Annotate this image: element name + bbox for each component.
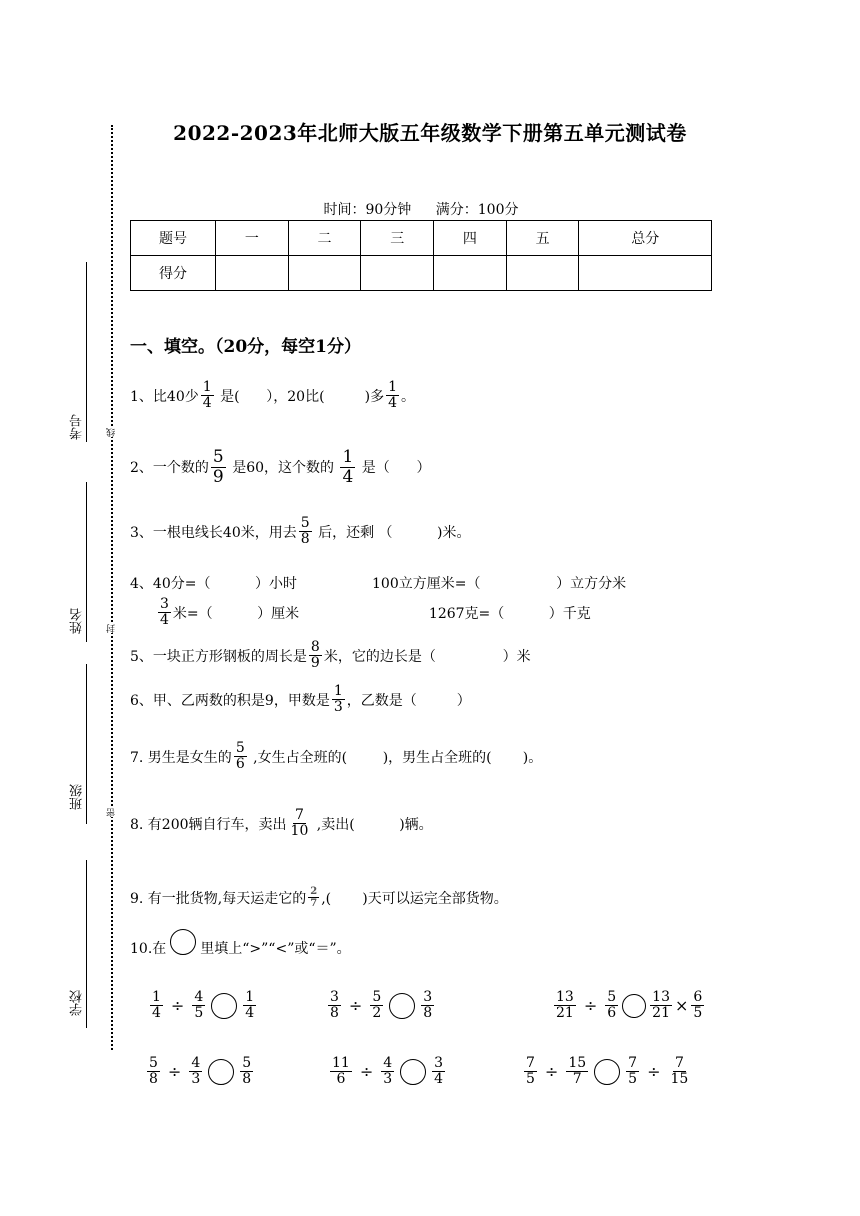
fraction: $\frac{4}{3}$ (191, 1055, 201, 1088)
score-cell[interactable] (434, 256, 507, 291)
q9-text-a: 9. 有一批货物,每天运走它的 (130, 890, 307, 907)
score-info: 满分：100分 (435, 202, 519, 218)
compare-expression (326, 990, 436, 1022)
fraction: $\frac{11}{6}$ (332, 1055, 350, 1088)
table-score-row (131, 256, 712, 291)
fraction: $\frac{1}{4}$ (152, 989, 161, 1022)
fraction: $\frac{13}{21}$ (556, 989, 574, 1022)
q2-text-c: 是（ ） (357, 460, 431, 477)
time-info: 时间：90分钟 (323, 202, 412, 218)
q4-text-d: 1267克=（ ）千克 (428, 605, 591, 622)
score-cell[interactable] (288, 256, 361, 291)
table-header-cell: 五 (506, 221, 579, 256)
question-8 (130, 808, 433, 840)
question-10 (130, 938, 351, 958)
xingming-label: 姓名 (70, 608, 85, 634)
fraction: $\frac{1}{4}$ (245, 989, 255, 1022)
fraction: $\frac{1}{3}$ (333, 683, 343, 716)
compare-circle[interactable] (622, 994, 646, 1018)
q1-text-a: 1、比40少 (130, 388, 199, 405)
q9-text-b: ,( )天可以运完全部货物。 (321, 890, 508, 907)
operator: ÷ (583, 996, 598, 1016)
question-5 (130, 640, 531, 672)
q1-text-b: 是( (215, 388, 240, 405)
question-1 (130, 380, 415, 412)
q7-text-a: 7. 男生是女生的 (130, 749, 232, 766)
q4-text-b: 100立方厘米=（ ）立方分米 (372, 576, 627, 592)
cut-mark-feng: 封 (107, 624, 117, 633)
question-4-line-2 (156, 597, 591, 629)
operator: ÷ (167, 1062, 182, 1082)
q3-text-b: 后，还剩 （ )米。 (313, 524, 471, 541)
kaohao-label: 考号 (70, 414, 85, 440)
fraction: $\frac{3}{4}$ (434, 1055, 444, 1088)
table-header-cell: 四 (434, 221, 507, 256)
fraction: $\frac{2}{7}$ (310, 886, 318, 909)
table-header-cell: 总分 (579, 221, 712, 256)
q6-text-a: 6、甲、乙两数的积是9，甲数是 (130, 692, 330, 709)
fraction: $\frac{1}{4}$ (342, 447, 354, 487)
fraction: $\frac{1}{4}$ (388, 379, 397, 412)
operator: ÷ (544, 1062, 559, 1082)
question-9 (130, 886, 508, 909)
fraction: $\frac{5}{8}$ (300, 515, 310, 548)
cut-mark-xian: 线 (107, 428, 117, 437)
score-cell[interactable] (506, 256, 579, 291)
fraction: $\frac{5}{8}$ (149, 1055, 158, 1088)
question-2 (130, 448, 430, 486)
operator: ÷ (170, 996, 185, 1016)
compare-expression (522, 1056, 692, 1088)
q5-text-a: 5、一块正方形钢板的周长是 (130, 648, 307, 665)
question-6 (130, 684, 471, 716)
fraction: $\frac{7}{5}$ (526, 1055, 535, 1088)
operator: ÷ (647, 1062, 661, 1082)
score-cell[interactable] (216, 256, 289, 291)
q2-text-a: 2、一个数的 (130, 460, 209, 477)
table-header-row (131, 221, 712, 256)
operator: × (674, 996, 689, 1016)
q8-text-b: ,卖出( )辆。 (312, 816, 433, 833)
q8-text-a: 8. 有200辆自行车，卖出 (130, 816, 287, 833)
compare-expression (145, 1056, 255, 1088)
table-header-cell: 二 (288, 221, 361, 256)
fraction: $\frac{5}{9}$ (212, 447, 224, 487)
compare-circle[interactable] (400, 1059, 426, 1085)
circle-icon (170, 929, 196, 955)
q2-text-b: 是60，这个数的 (227, 460, 339, 477)
fraction: $\frac{5}{8}$ (242, 1055, 252, 1088)
fraction: $\frac{6}{5}$ (693, 989, 703, 1022)
compare-expression (148, 990, 258, 1022)
xuexiao-label: 学校 (70, 990, 85, 1016)
fraction: $\frac{5}{6}$ (607, 989, 617, 1022)
q10-text-a: 10.在 (130, 941, 167, 957)
q6-text-b: ，乙数是（ ） (346, 692, 471, 709)
q4-text-c: 米=（ ）厘米 (172, 605, 300, 622)
page-title: 2022-2023年北师大版五年级数学下册第五单元测试卷 (173, 121, 687, 145)
operator: ÷ (359, 1062, 374, 1082)
q3-text-a: 3、一根电线长40米，用去 (130, 524, 297, 541)
question-3 (130, 516, 471, 548)
fraction: $\frac{1}{4}$ (202, 379, 212, 412)
q1-text-d: )多 (324, 388, 385, 405)
question-7 (130, 741, 542, 773)
table-header-cell: 三 (361, 221, 434, 256)
table-header-cell: 题号 (131, 221, 216, 256)
fraction: $\frac{7}{15}$ (670, 1055, 689, 1088)
seal-dotted-line (111, 125, 113, 1050)
fraction: $\frac{15}{7}$ (568, 1055, 587, 1088)
score-cell[interactable] (361, 256, 434, 291)
compare-circle[interactable] (211, 993, 237, 1019)
fraction: $\frac{4}{3}$ (383, 1055, 393, 1088)
section-heading: 一、填空。（20分，每空1分） (130, 337, 361, 357)
q1-text-e: 。 (401, 388, 415, 405)
fraction: $\frac{13}{21}$ (652, 989, 670, 1022)
exam-info (130, 199, 712, 219)
compare-expression (328, 1056, 447, 1088)
fraction: $\frac{7}{10}$ (290, 807, 309, 840)
operator: ÷ (348, 996, 363, 1016)
compare-expression (552, 990, 706, 1022)
score-cell[interactable] (579, 256, 712, 291)
table-header-cell: 一 (216, 221, 289, 256)
compare-circle[interactable] (594, 1059, 620, 1085)
fraction: $\frac{5}{2}$ (372, 989, 382, 1022)
score-table (130, 220, 712, 291)
q5-text-b: 米，它的边长是（ ）米 (323, 648, 531, 665)
fraction: $\frac{3}{8}$ (330, 989, 339, 1022)
fraction: $\frac{4}{5}$ (194, 989, 204, 1022)
q10-text-b: 里填上“>”“<”或“＝”。 (200, 941, 351, 957)
compare-circle[interactable] (208, 1059, 234, 1085)
fraction: $\frac{3}{4}$ (160, 596, 169, 629)
fraction: $\frac{8}{9}$ (310, 639, 320, 672)
q4-text-a: 4、40分=（ ）小时 (130, 576, 297, 592)
table-row-label: 得分 (131, 256, 216, 291)
q1-text-c: ），20比( (239, 388, 325, 405)
fraction: $\frac{7}{5}$ (628, 1055, 638, 1088)
question-4-line-1 (130, 573, 626, 593)
fraction: $\frac{5}{6}$ (235, 740, 245, 773)
cut-mark-mi: 密 (107, 808, 117, 817)
q7-text-b: ,女生占全班的( )，男生占全班的( )。 (248, 749, 543, 766)
compare-circle[interactable] (389, 993, 415, 1019)
fraction: $\frac{3}{8}$ (423, 989, 433, 1022)
banji-label: 班级 (70, 784, 85, 810)
